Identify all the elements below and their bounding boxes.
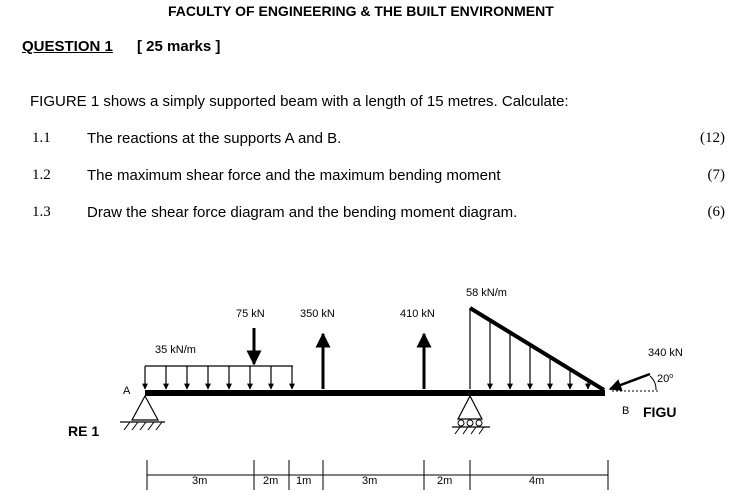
- support-b-label: B: [622, 405, 630, 417]
- pin-support-a: [120, 396, 165, 430]
- dimension-label: 3m: [362, 475, 378, 487]
- item-marks: (6): [707, 204, 725, 220]
- dimension-label: 2m: [263, 475, 279, 487]
- support-a-label: A: [123, 385, 131, 397]
- beam-figure: [0, 270, 747, 497]
- item-text: The maximum shear force and the maximum bending moment: [87, 167, 501, 184]
- dimension-label: 1m: [296, 475, 312, 487]
- triangular-load: [470, 308, 604, 390]
- item-number: 1.2: [32, 167, 51, 183]
- triangular-load-label: 58 kN/m: [466, 287, 507, 299]
- item-text: Draw the shear force diagram and the bending moment diagram.: [87, 204, 518, 221]
- udl-load: [145, 366, 293, 389]
- item-marks: (12): [700, 130, 725, 146]
- angle-arc: [650, 376, 656, 390]
- roller-support: [452, 396, 490, 434]
- angle-label: 20$^o$: [657, 373, 674, 385]
- item-number: 1.3: [32, 204, 51, 220]
- dimension-label: 3m: [192, 475, 208, 487]
- upward-load-label: 350 kN: [300, 308, 335, 320]
- question-intro: FIGURE 1 shows a simply supported beam with a length of 15 metres. Calculate:: [30, 93, 569, 110]
- figure-caption-right: FIGU: [643, 404, 677, 420]
- question-marks: [ 25 marks ]: [137, 38, 221, 55]
- beam: [145, 390, 605, 396]
- point-load-label: 75 kN: [236, 308, 265, 320]
- item-text: The reactions at the supports A and B.: [87, 130, 342, 147]
- question-label: QUESTION 1: [22, 38, 113, 55]
- inclined-load-label: 340 kN: [648, 347, 683, 359]
- dimension-label: 2m: [437, 475, 453, 487]
- upward-load-label: 410 kN: [400, 308, 435, 320]
- udl-label: 35 kN/m: [155, 344, 196, 356]
- dimension-label: 4m: [529, 475, 545, 487]
- item-marks: (7): [707, 167, 725, 183]
- faculty-heading: FACULTY OF ENGINEERING & THE BUILT ENVIRONMENT: [168, 3, 554, 19]
- inclined-load-arrow: [610, 374, 650, 389]
- item-number: 1.1: [32, 130, 51, 146]
- figure-caption-left: RE 1: [68, 423, 100, 439]
